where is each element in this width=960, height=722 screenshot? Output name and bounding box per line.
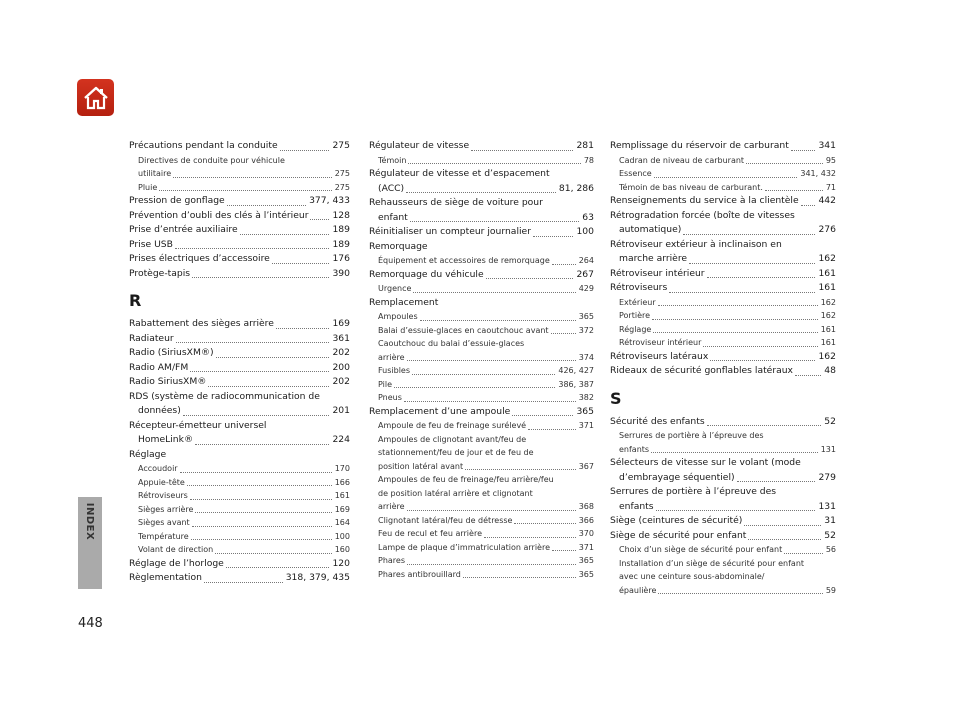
index-subentry[interactable]: Pneus 382	[378, 393, 594, 402]
index-subentry[interactable]: Température 100	[138, 531, 350, 541]
index-entry-line: Ampoules de feu de freinage/feu arrière/feu	[378, 475, 554, 484]
index-subentry[interactable]: Phares 365	[378, 556, 594, 565]
index-subentry[interactable]: Témoin 78	[378, 155, 594, 165]
home-icon	[83, 86, 109, 110]
index-column-3	[610, 139, 836, 597]
index-entry-line: Ampoules de clignotant avant/feu de	[378, 434, 527, 444]
index-entry[interactable]: Radio (SiriusXM®) 202	[129, 347, 350, 358]
index-subentry[interactable]: Ampoules 365	[378, 312, 594, 321]
index-entry-line: Sélecteurs de vitesse sur le volant (mode	[610, 457, 801, 468]
index-entry[interactable]: Siège de sécurité pour enfant 52	[610, 529, 836, 541]
index-entry-line: Rétroviseur extérieur à inclinaison en	[610, 238, 782, 250]
index-subentry[interactable]: Réglage 161	[619, 324, 836, 334]
index-entry-line: Rehausseurs de siège de voiture pour	[369, 197, 543, 208]
index-entry[interactable]: Rétroviseurs latéraux 162	[610, 350, 836, 362]
index-entry[interactable]: Régulateur de vitesse 281	[369, 140, 594, 151]
index-subentry[interactable]: Phares antibrouillard 365	[378, 569, 594, 579]
index-subentry[interactable]: Feu de recul et feu arrière 370	[378, 529, 594, 538]
index-entry[interactable]: Siège (ceintures de sécurité) 31	[610, 515, 836, 526]
index-entry[interactable]: Remplissage du réservoir de carburant 341	[610, 140, 836, 151]
index-subentry[interactable]: Balai d’essuie-glaces en caoutchouc avant 372	[378, 325, 594, 335]
page-number: 448	[78, 616, 103, 631]
section-letter-r: R	[129, 291, 142, 310]
section-letter-s: S	[610, 388, 622, 408]
index-subentry[interactable]: arrière 368	[378, 502, 594, 511]
index-entry[interactable]: HomeLink® 224	[138, 434, 350, 445]
index-subentry[interactable]: Cadran de niveau de carburant 95	[619, 155, 836, 165]
index-entry[interactable]: Sécurité des enfants 52	[610, 415, 836, 427]
index-entry[interactable]: Prévention d’oubli des clés à l’intérieur 128	[129, 209, 350, 221]
index-entry-line: Rétrogradation forcée (boîte de vitesses	[610, 209, 795, 221]
index-entry-line: stationnement/feu de jour et de feu de	[378, 448, 534, 457]
index-subentry[interactable]: Essence 341, 432	[619, 169, 836, 178]
index-entry[interactable]: Radiateur 361	[129, 332, 350, 344]
index-subentry[interactable]: Sièges avant 164	[138, 518, 350, 527]
index-entry-heading: Remplacement	[369, 296, 439, 308]
index-entry[interactable]: automatique) 276	[619, 224, 836, 235]
index-subentry[interactable]: Pile 386, 387	[378, 379, 594, 389]
index-entry[interactable]: Rideaux de sécurité gonflables latéraux 48	[610, 365, 836, 376]
index-subentry[interactable]: enfants 131	[619, 444, 836, 454]
index-entry-line: Régulateur de vitesse et d’espacement	[369, 168, 550, 179]
index-entry[interactable]: Réinitialiser un compteur journalier 100	[369, 226, 594, 237]
index-entry-line: Serrures de portière à l’épreuve des	[619, 431, 764, 440]
index-subentry[interactable]: utilitaire 275	[138, 169, 350, 178]
index-entry[interactable]: Remplacement d’une ampoule 365	[369, 405, 594, 417]
index-subentry[interactable]: Rétroviseur intérieur 161	[619, 338, 836, 347]
index-subentry[interactable]: Accoudoir 170	[138, 464, 350, 473]
index-entry-line: Installation d’un siège de sécurité pour enfant	[619, 558, 805, 568]
index-entry[interactable]: Réglage de l’horloge 120	[129, 557, 350, 569]
index-entry[interactable]: Radio AM/FM 200	[129, 361, 350, 373]
index-entry[interactable]: données) 201	[138, 405, 350, 416]
index-entry-heading: Remorquage	[369, 240, 428, 252]
index-entry[interactable]: d’embrayage séquentiel) 279	[619, 471, 836, 483]
index-entry[interactable]: enfants 131	[619, 500, 836, 512]
index-entry[interactable]: Radio SiriusXM® 202	[129, 376, 350, 387]
index-entry[interactable]: Rétroviseurs 161	[610, 282, 836, 293]
index-subentry[interactable]: Extérieur 162	[619, 297, 836, 307]
home-button[interactable]	[77, 79, 114, 116]
index-entry-line: Serrures de portière à l’épreuve des	[610, 486, 777, 497]
index-subentry[interactable]: Volant de direction 160	[138, 545, 350, 554]
index-subentry[interactable]: Fusibles 426, 427	[378, 366, 594, 375]
index-subentry[interactable]: épaulière 59	[619, 585, 836, 595]
index-subentry[interactable]: Choix d’un siège de sécurité pour enfant 56	[619, 545, 836, 554]
index-subentry[interactable]: Portière 162	[619, 311, 836, 320]
index-column-1	[129, 139, 350, 586]
index-column-2	[369, 139, 594, 581]
index-subentry[interactable]: Lampe de plaque d’immatriculation arrière 371	[378, 542, 594, 552]
index-subentry[interactable]: Pluie 275	[138, 182, 350, 192]
index-subentry[interactable]: Urgence 429	[378, 284, 594, 293]
index-tab-label: INDEX	[84, 502, 96, 540]
index-entry[interactable]: Règlementation 318, 379, 435	[129, 572, 350, 583]
index-subentry[interactable]: arrière 374	[378, 352, 594, 362]
index-subentry[interactable]: Rétroviseurs 161	[138, 491, 350, 500]
index-entry[interactable]: enfant 63	[378, 211, 594, 223]
index-entry-line: avec une ceinture sous-abdominale/	[619, 572, 765, 581]
index-entry-line: Caoutchouc du balai d’essuie-glaces	[378, 339, 525, 348]
index-subentry[interactable]: Témoin de bas niveau de carburant. 71	[619, 182, 836, 192]
index-subentry[interactable]: Appuie-tête 166	[138, 477, 350, 487]
index-entry[interactable]: (ACC) 81, 286	[378, 182, 594, 194]
index-entry[interactable]: Rétroviseur intérieur 161	[610, 267, 836, 279]
index-subentry[interactable]: Ampoule de feu de freinage surélevé 371	[378, 421, 594, 430]
index-subentry[interactable]: Clignotant latéral/feu de détresse 366	[378, 515, 594, 525]
index-subentry[interactable]: Équipement et accessoires de remorquage 264	[378, 256, 594, 265]
index-entry[interactable]: Précautions pendant la conduite 275	[129, 140, 350, 151]
index-entry[interactable]: Rabattement des sièges arrière 169	[129, 318, 350, 329]
index-entry[interactable]: marche arrière 162	[619, 253, 836, 264]
index-subentry[interactable]: Sièges arrière 169	[138, 504, 350, 514]
index-entry[interactable]: Protège-tapis 390	[129, 267, 350, 279]
index-entry[interactable]: Pression de gonflage 377, 433	[129, 195, 350, 206]
index-entry[interactable]: Renseignements du service à la clientèle 442	[610, 195, 836, 206]
index-entry[interactable]: Prise d’entrée auxiliaire 189	[129, 224, 350, 235]
index-entry-line: Directives de conduite pour véhicule	[138, 155, 285, 165]
index-entry[interactable]: Prises électriques d’accessoire 176	[129, 253, 350, 264]
index-entry[interactable]: Prise USB 189	[129, 238, 350, 250]
index-entry-line: de position latéral arrière et clignotant	[378, 488, 533, 498]
index-entry-line: Récepteur-émetteur universel	[129, 419, 267, 431]
index-entry[interactable]: Remorquage du véhicule 267	[369, 268, 594, 280]
index-entry-line: RDS (système de radiocommunication de	[129, 390, 320, 402]
index-entry-heading: Réglage	[129, 448, 167, 460]
index-subentry[interactable]: position latéral avant 367	[378, 461, 594, 471]
